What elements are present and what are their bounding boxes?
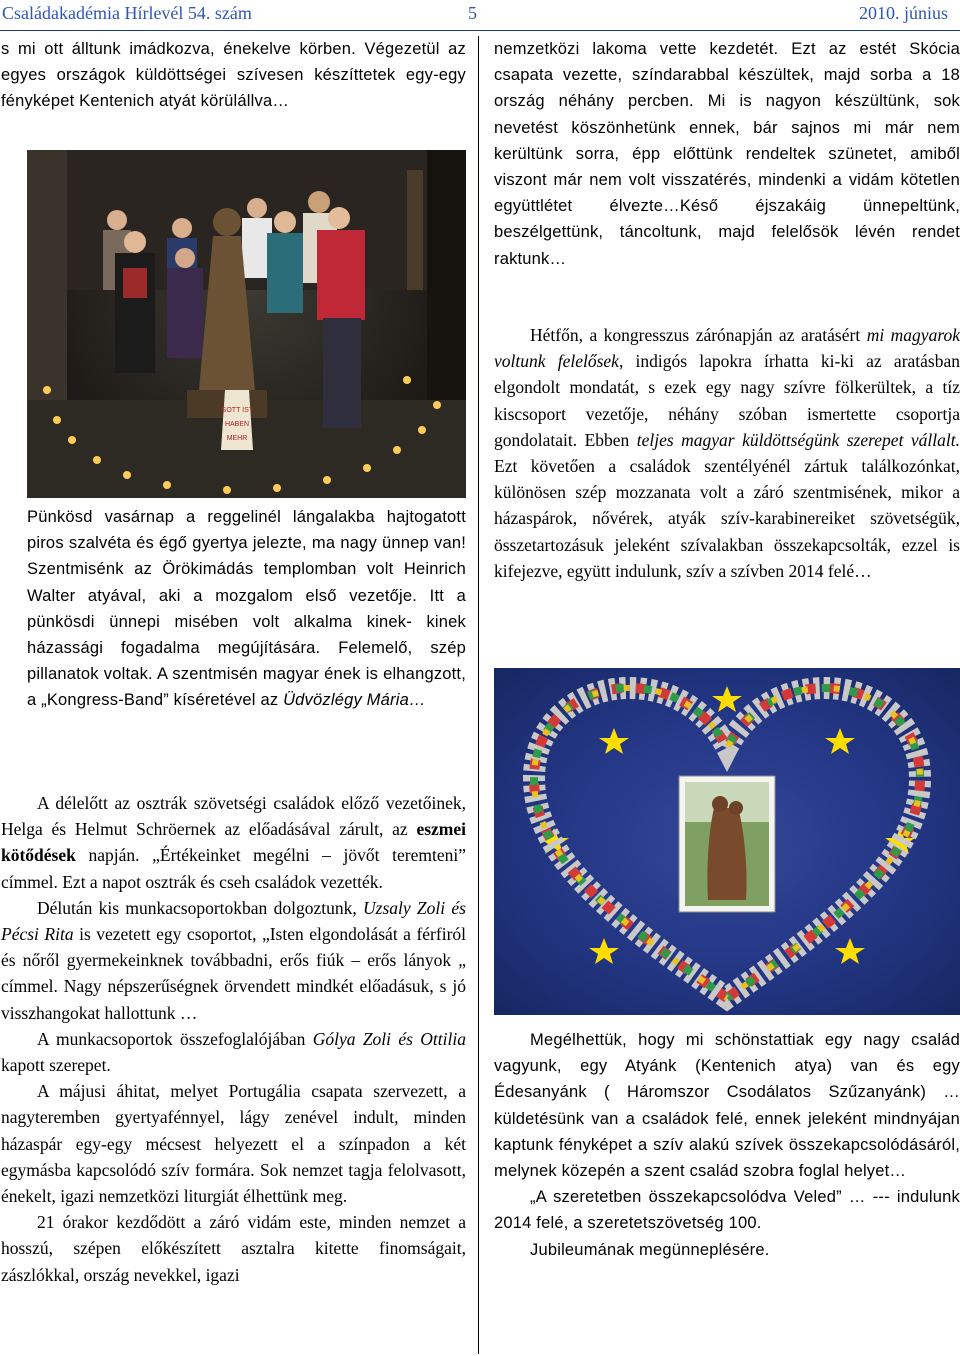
right-column-top (494, 36, 960, 272)
paragraph: „A szeretetben összekapcsolódva Veled” … --- indulunk 2014 felé, a szeretetszövetség 100. (494, 1188, 960, 1233)
paragraph: Hétfőn, a kongresszus zárónapján az aratásért mi magyarok voltunk felelősek, indigós lapokra írhatta ki-ki az aratásban elgondolt mondatát, s ezek egy nagy szívre fölkerültek, a tíz kiscsoport vezetője, néhány szóban ismertette csoportja gondolatait. Ebben teljes magyar küldöttségünk szerepet vállalt. Ezt követően a családok szentélyénél zártuk találkozónkat, különösen szép mozzanata volt a záró szentmisének, mikor a házaspárok, nővérek, atyák szív-karabinereiket szövetségük, összetartozásuk jeleként szívalakban összekapcsolták, ezzel is kifejezve, együtt indulunk, szív a szívben 2014 felé… (494, 325, 960, 581)
issue-date: 2010. június (858, 3, 948, 23)
heart-photo (494, 668, 960, 1015)
paragraph: s mi ott álltunk imádkozva, énekelve körben. Végezetül az egyes országok küldöttségei szívesen készíttetek egy-egy fényképet Kentenich atyát körülállva… (1, 40, 466, 111)
paragraph: A munkacsoportok összefoglalójában Gólya Zoli és Ottilia kapott szerepet. (1, 1028, 466, 1076)
left-column-sans (27, 504, 466, 714)
group-photo (27, 150, 466, 498)
paragraph: Megélhettük, hogy mi schönstattiak egy nagy család vagyunk, egy Atyánk (Kentenich atya) van és egy Édesanyánk ( Háromszor Csodálatos Szűzanyánk) …küldetésünk van a családok felé, ennek jeleként mindnyájan kaptunk fényképet a szív alakú szívek összekapcsolódásáról, melynek közepén a szent család szobra foglal helyet… (494, 1031, 960, 1181)
paragraph: A májusi áhitat, melyet Portugália csapata szervezett, a nagyteremben gyertyafénnyel, lágy zenével indult, minden házaspár egy-egy mécsest helyezett el a színpadon a két egymásba kapcsolódó szív formára. Sok nemzet tagja felolvasott, énekelt, igazi nemzetközi liturgiát élhettünk meg. (1, 1081, 466, 1207)
page-header (0, 0, 960, 31)
page-number: 5 (468, 3, 477, 23)
paragraph: Jubileumának megünneplésére. (530, 1240, 770, 1259)
right-column-middle (494, 322, 960, 584)
left-column-bottom (1, 790, 466, 1288)
svg-text:MEHR: MEHR (226, 435, 248, 442)
right-column-bottom (494, 1027, 960, 1263)
group-photo-illustration (27, 150, 466, 498)
column-divider (478, 36, 479, 1354)
vase-lettering: GOTT IST (220, 407, 254, 414)
paragraph: Pünkösd vasárnap a reggelinél lángalakba hajtogatott piros szalvéta és égő gyertya jelezte, ma nagy ünnep van! Szentmisénk az Örökimádás templomban volt Heinrich Walter atyával, aki a mozgalom első vezetője. Itt a pünkösdi ünnepi misében volt alkalma kinek- kinek házassági fogadalma megújítására. Felemelő, szép pillanatok voltak. A szentmisén magyar ének is elhangzott, a „Kongress-Band” kíséretével az Üdvözlégy Mária… (27, 508, 466, 710)
heart-photo-illustration (494, 668, 960, 1015)
svg-text:HABEN: HABEN (224, 421, 250, 428)
paragraph: nemzetközi lakoma vette kezdetét. Ezt az estét Skócia csapata vezette, színdarabbal készültek, majd sorba a 18 ország néhány percben. Mi is nagyon készültünk, sok nevetést köszönhetünk ennek, bár sajnos mi már nem kerültünk sorra, épp előttünk rendeltek szünetet, amiből viszont már nem volt visszatérés, mindenki a vidám kötetlen együttlétet élvezte…Késő éjszakáig ünnepeltünk, beszélgettünk, táncoltunk, majd felelősök lévén rendet raktunk… (494, 40, 960, 268)
paragraph: A délelőtt az osztrák szövetségi családok előző vezetőinek, Helga és Helmut Schröernek az előadásával zárult, az eszmei kötődések napján. „Értékeinket megélni – jövőt teremteni” címmel. Ezt a napot osztrák és cseh családok vezették. (1, 793, 466, 892)
left-column-top (1, 36, 466, 115)
paragraph: 21 órakor kezdődött a záró vidám este, minden nemzet a hosszú, szépen előkészített asztalra kitette finomságait, zászlókkal, ország nevekkel, igazi (1, 1212, 466, 1285)
newsletter-title: Családakadémia Hírlevél 54. szám (2, 3, 252, 23)
paragraph: Délután kis munkacsoportokban dolgoztunk, Uzsaly Zoli és Pécsi Rita is vezetett egy csoportot, „Isten elgondolását a férfiról és nőről gyermekeinknek továbbadni, erős fiúk – erős lányok „ címmel. Nagy népszerűségnek örvendett mindkét előadásuk, s jó visszhangokat hallottunk … (1, 897, 467, 1023)
